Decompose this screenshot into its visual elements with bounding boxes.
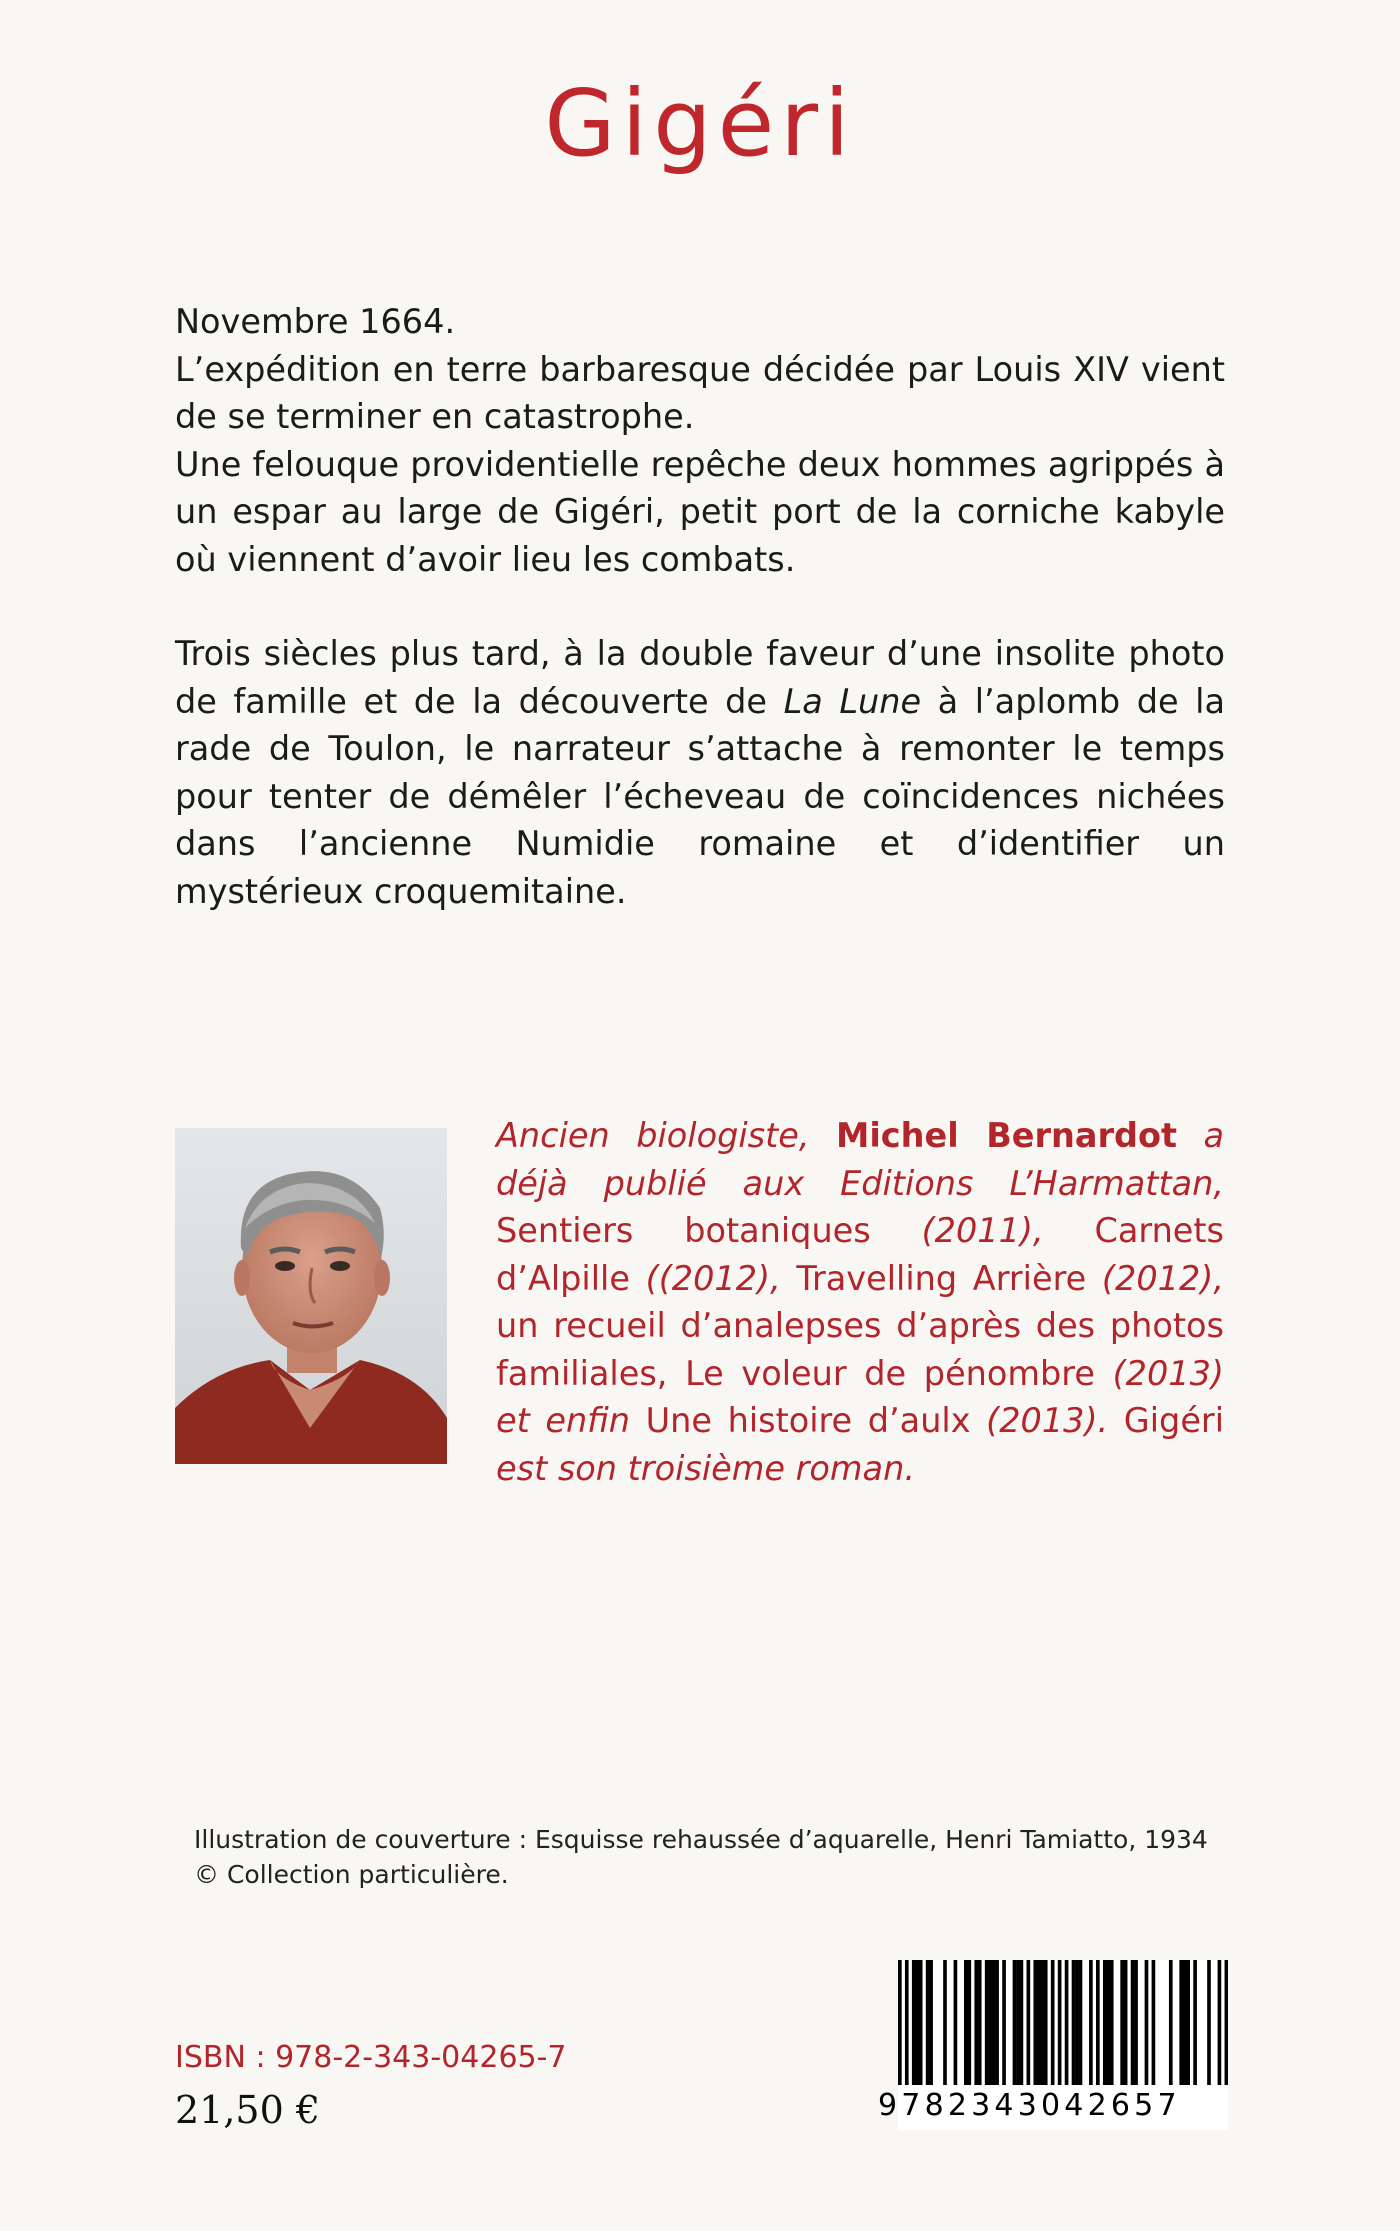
barcode-bar xyxy=(1065,1960,1069,2085)
barcode-bar xyxy=(1079,1960,1083,2085)
barcode-bar xyxy=(1124,1960,1128,2085)
barcode-bar xyxy=(1193,1960,1197,2085)
barcode-bar xyxy=(978,1960,982,2085)
bio-text: (2012), xyxy=(1086,1258,1224,1298)
barcode-bar xyxy=(1225,1960,1228,2085)
barcode-bar xyxy=(1002,1960,1006,2085)
bio-text: est son troisième roman. xyxy=(496,1448,915,1488)
barcode-bar xyxy=(974,1960,978,2085)
bio-text: (2013) et enfin xyxy=(496,1353,1225,1440)
barcode-bar xyxy=(1134,1960,1138,2085)
synopsis-paragraph-3 xyxy=(175,630,1225,915)
book-title-1: Sentiers botaniques xyxy=(496,1211,871,1250)
barcode-bar xyxy=(964,1960,968,2085)
ship-name: La Lune xyxy=(783,681,922,721)
barcode-digits: 9782343042657 xyxy=(878,2088,1181,2123)
credit-line-2: © Collection particulière. xyxy=(194,1860,509,1889)
author-name: Michel Bernardot xyxy=(835,1116,1177,1155)
book-title-3: Travelling Arrière xyxy=(796,1258,1087,1298)
bio-text: un recueil d’analepses d’après des photos familiales, xyxy=(496,1306,1224,1393)
barcode-bar xyxy=(898,1960,902,2085)
barcode-bar xyxy=(1016,1960,1020,2085)
barcode-bar xyxy=(1027,1960,1031,2085)
synopsis-text: Trois siècles plus tard, à la double faveur d’une insolite photo de famille et de la découverte de xyxy=(175,634,1225,721)
barcode-bar xyxy=(915,1960,919,2085)
synopsis-date: Novembre 1664. xyxy=(175,302,456,341)
book-title-2: Carnets d’Alpille xyxy=(496,1211,1225,1298)
barcode-bar xyxy=(1186,1960,1190,2085)
barcode-bar xyxy=(995,1960,999,2085)
isbn: ISBN : 978-2-343-04265-7 xyxy=(175,2040,567,2075)
barcode-bar xyxy=(905,1960,909,2085)
barcode-bar xyxy=(1169,1960,1173,2085)
author-photo xyxy=(175,1128,447,1464)
barcode-bar xyxy=(926,1960,930,2085)
barcode-bar xyxy=(1218,1960,1222,2085)
price: 21,50 € xyxy=(175,2088,321,2132)
barcode-bar xyxy=(1013,1960,1017,2085)
barcode-bar xyxy=(1040,1960,1044,2085)
book-title-6: Gigéri xyxy=(1123,1401,1225,1440)
barcode-bar xyxy=(1110,1960,1114,2085)
cover-credit xyxy=(194,1822,1224,1892)
synopsis-paragraph-2: Une felouque providentielle repêche deux hommes agrippés à un espar au large de Gigéri, petit port de la corniche kabyle où viennent d’avoir lieu les combats. xyxy=(175,444,1225,579)
barcode-bar xyxy=(1106,1960,1110,2085)
barcode-bar xyxy=(1058,1960,1062,2085)
barcode-bar xyxy=(988,1960,992,2085)
barcode-bar xyxy=(1096,1960,1100,2085)
barcode-bar xyxy=(1152,1960,1156,2085)
barcode-bar xyxy=(1033,1960,1037,2085)
barcode-bar xyxy=(954,1960,958,2085)
barcode-bar xyxy=(1131,1960,1135,2085)
barcode-bar xyxy=(1120,1960,1124,2085)
synopsis-paragraph-1: L’expédition en terre barbaresque décidée par Louis XIV vient de se terminer en catastrophe. xyxy=(175,349,1225,436)
barcode-bar xyxy=(985,1960,989,2085)
credit-line-1: Illustration de couverture : Esquisse rehaussée d’aquarelle, Henri Tamiatto, 1934 xyxy=(194,1825,1208,1854)
book-title-4: Le voleur de pénombre xyxy=(685,1353,1095,1393)
barcode-bar xyxy=(1103,1960,1107,2085)
barcode-bar xyxy=(1044,1960,1048,2085)
book-title-5: Une histoire d’aulx xyxy=(645,1401,971,1440)
bio-text: (2013). xyxy=(970,1401,1124,1440)
barcode-bar xyxy=(1037,1960,1041,2085)
barcode-bar xyxy=(1207,1960,1211,2085)
book-title: Gigéri xyxy=(544,70,856,177)
barcode-bar xyxy=(929,1960,933,2085)
barcode-bar xyxy=(992,1960,996,2085)
barcode-bar xyxy=(1072,1960,1076,2085)
barcode-bar xyxy=(912,1960,916,2085)
barcode-bar xyxy=(919,1960,923,2085)
barcode-bars xyxy=(898,1960,1228,2085)
author-bio xyxy=(496,1112,1224,1492)
barcode-bar xyxy=(1051,1960,1055,2085)
barcode-bar xyxy=(967,1960,971,2085)
bio-text: (2011), xyxy=(870,1211,1095,1250)
barcode-bar xyxy=(1179,1960,1183,2085)
barcode-bar xyxy=(1183,1960,1187,2085)
barcode-bar xyxy=(1075,1960,1079,2085)
bio-text: Ancien biologiste, xyxy=(496,1116,836,1155)
synopsis xyxy=(175,298,1225,915)
barcode-bar xyxy=(943,1960,947,2085)
barcode-bar xyxy=(1089,1960,1093,2085)
bio-text: a déjà publié aux Editions L’Harmattan, xyxy=(496,1116,1224,1203)
synopsis-text: à l’aplomb de la rade de Toulon, le narrateur s’attache à remonter le temps pour tenter de démêler l’écheveau de coïncidences nichées dans l’ancienne Numidie romaine et d’identifier un mystérieux croquemitaine. xyxy=(175,681,1225,911)
barcode-bar xyxy=(1020,1960,1024,2085)
barcode-bar xyxy=(1145,1960,1149,2085)
bio-paragraph xyxy=(496,1112,1224,1492)
bio-text: ((2012), xyxy=(629,1258,797,1298)
